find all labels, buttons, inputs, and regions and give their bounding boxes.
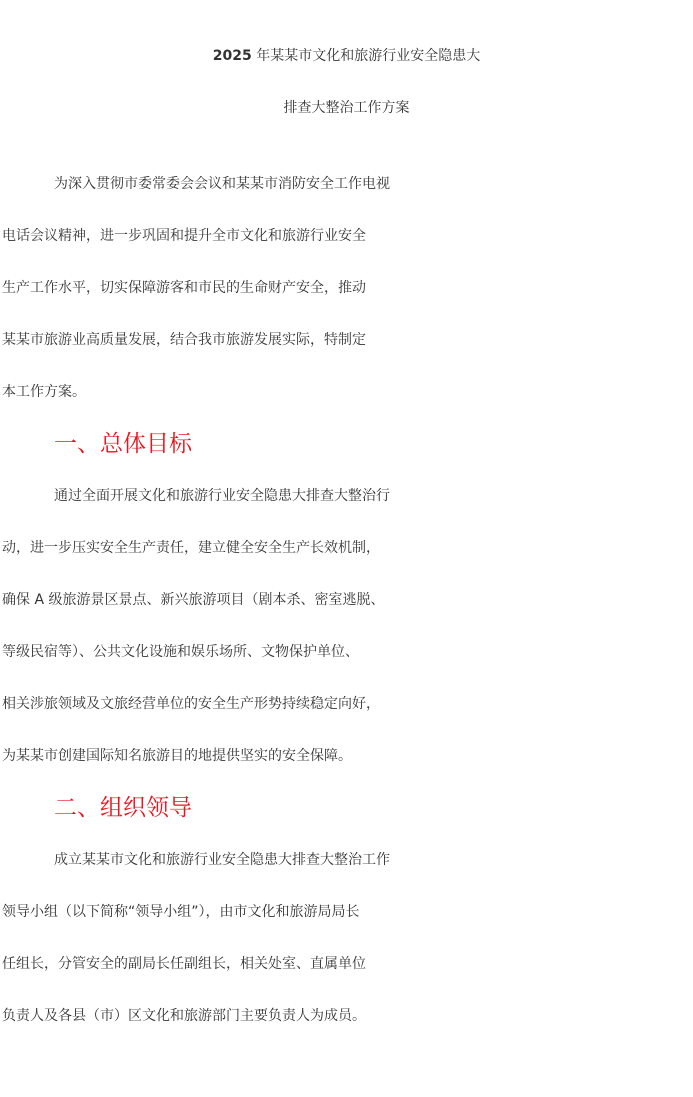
paragraph-line: 电话会议精神，进一步巩固和提升全市文化和旅游行业安全 bbox=[2, 228, 366, 244]
paragraph-line: 为某某市创建国际知名旅游目的地提供坚实的安全保障。 bbox=[2, 748, 352, 764]
section-heading-organization: 二、组织领导 bbox=[54, 795, 192, 821]
paragraph-line: 生产工作水平，切实保障游客和市民的生命财产安全，推动 bbox=[2, 280, 366, 296]
paragraph-line: 本工作方案。 bbox=[2, 384, 86, 400]
paragraph-line: 负责人及各县（市）区文化和旅游部门主要负责人为成员。 bbox=[2, 1008, 366, 1024]
document-title bbox=[0, 30, 693, 134]
title-year: 2025 bbox=[212, 48, 252, 64]
section-2-paragraph bbox=[2, 834, 692, 1042]
paragraph-line: 领导小组（以下简称“领导小组”），由市文化和旅游局局长 bbox=[2, 904, 360, 920]
section-heading-overall-goal: 一、总体目标 bbox=[54, 431, 192, 457]
paragraph-line: 为深入贯彻市委常委会会议和某某市消防安全工作电视 bbox=[54, 176, 390, 192]
paragraph-line: 任组长，分管安全的副局长任副组长，相关处室、直属单位 bbox=[2, 956, 366, 972]
intro-paragraph bbox=[2, 158, 692, 418]
title-line-2: 排查大整治工作方案 bbox=[283, 100, 410, 116]
paragraph-line: 相关涉旅领域及文旅经营单位的安全生产形势持续稳定向好， bbox=[2, 696, 380, 712]
paragraph-line: 动，进一步压实安全生产责任，建立健全安全生产长效机制， bbox=[2, 540, 380, 556]
paragraph-line: 等级民宿等）、公共文化设施和娱乐场所、文物保护单位、 bbox=[2, 644, 359, 660]
paragraph-line: 确保 A 级旅游景区景点、新兴旅游项目（剧本杀、密室逃脱、 bbox=[2, 592, 385, 608]
title-line-1 bbox=[0, 30, 693, 82]
paragraph-line: 某某市旅游业高质量发展，结合我市旅游发展实际，特制定 bbox=[2, 332, 366, 348]
section-1-paragraph bbox=[2, 470, 692, 782]
title-line-1-text: 年某某市文化和旅游行业安全隐患大 bbox=[251, 48, 481, 64]
paragraph-line: 成立某某市文化和旅游行业安全隐患大排查大整治工作 bbox=[54, 852, 390, 868]
paragraph-line: 通过全面开展文化和旅游行业安全隐患大排查大整治行 bbox=[54, 488, 390, 504]
